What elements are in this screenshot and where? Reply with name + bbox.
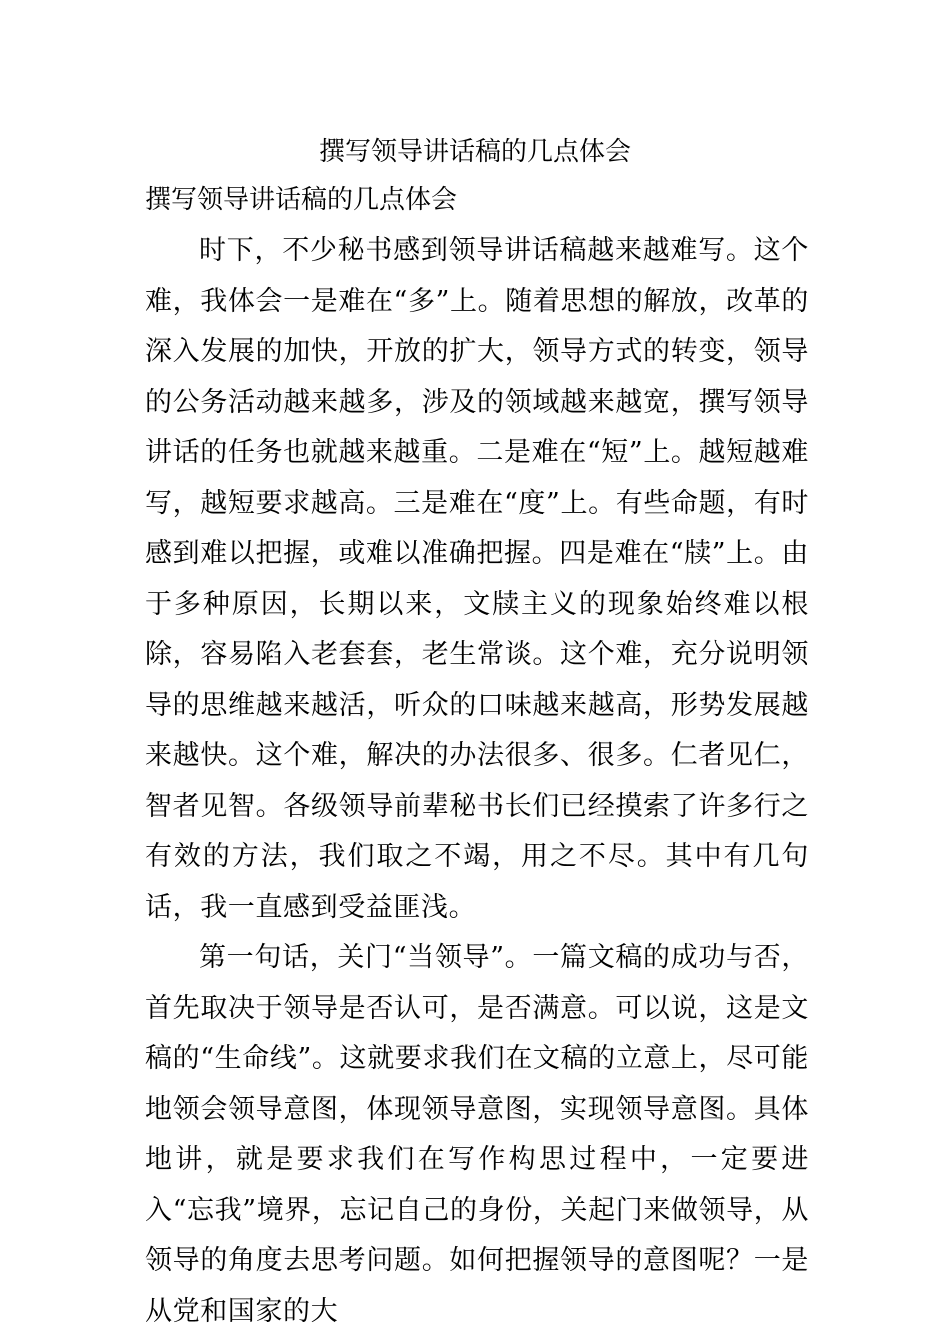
body-paragraph: 时下，不少秘书感到领导讲话稿越来越难写。这个难，我体会一是难在“多”上。随着思想的解放，改革的深入发展的加快，开放的扩大，领导方式的转变，领导的公务活动越来越多，涉及的领域越来越宽，撰写领导讲话的任务也就越来越重。二是难在“短”上。越短越难写，越短要求越高。三是难在“度”上。有些命题，有时感到难以把握，或难以准确把握。四是难在“牍”上。由于多种原因，长期以来，文牍主义的现象始终难以根除，容易陷入老套套，老生常谈。这个难，充分说明领导的思维越来越活，听众的口味越来越高，形势发展越来越快。这个难，解决的办法很多、很多。仁者见仁，智者见智。各级领导前辈秘书长们已经摸索了许多行之有效的方法，我们取之不竭，用之不尽。其中有几句话，我一直感到受益匪浅。 — [145, 235, 809, 923]
document-title: 撰写领导讲话稿的几点体会 — [318, 137, 631, 167]
body-paragraph: 第一句话，关门“当领导”。一篇文稿的成功与否，首先取决于领导是否认可，是否满意。可以说，这是文稿的“生命线”。这就要求我们在文稿的立意上，尽可能地领会领导意图，体现领导意图，实现领导意图。具体地讲，就是要求我们在写作构思过程中，一定要进入“忘我”境界，忘记自己的身份，关起门来做领导，从领导的角度去思考问题。如何把握领导的意图呢？一是从党和国家的大 — [145, 942, 809, 1327]
document-body — [145, 226, 809, 1337]
document-subtitle: 撰写领导讲话稿的几点体会 — [145, 185, 458, 215]
